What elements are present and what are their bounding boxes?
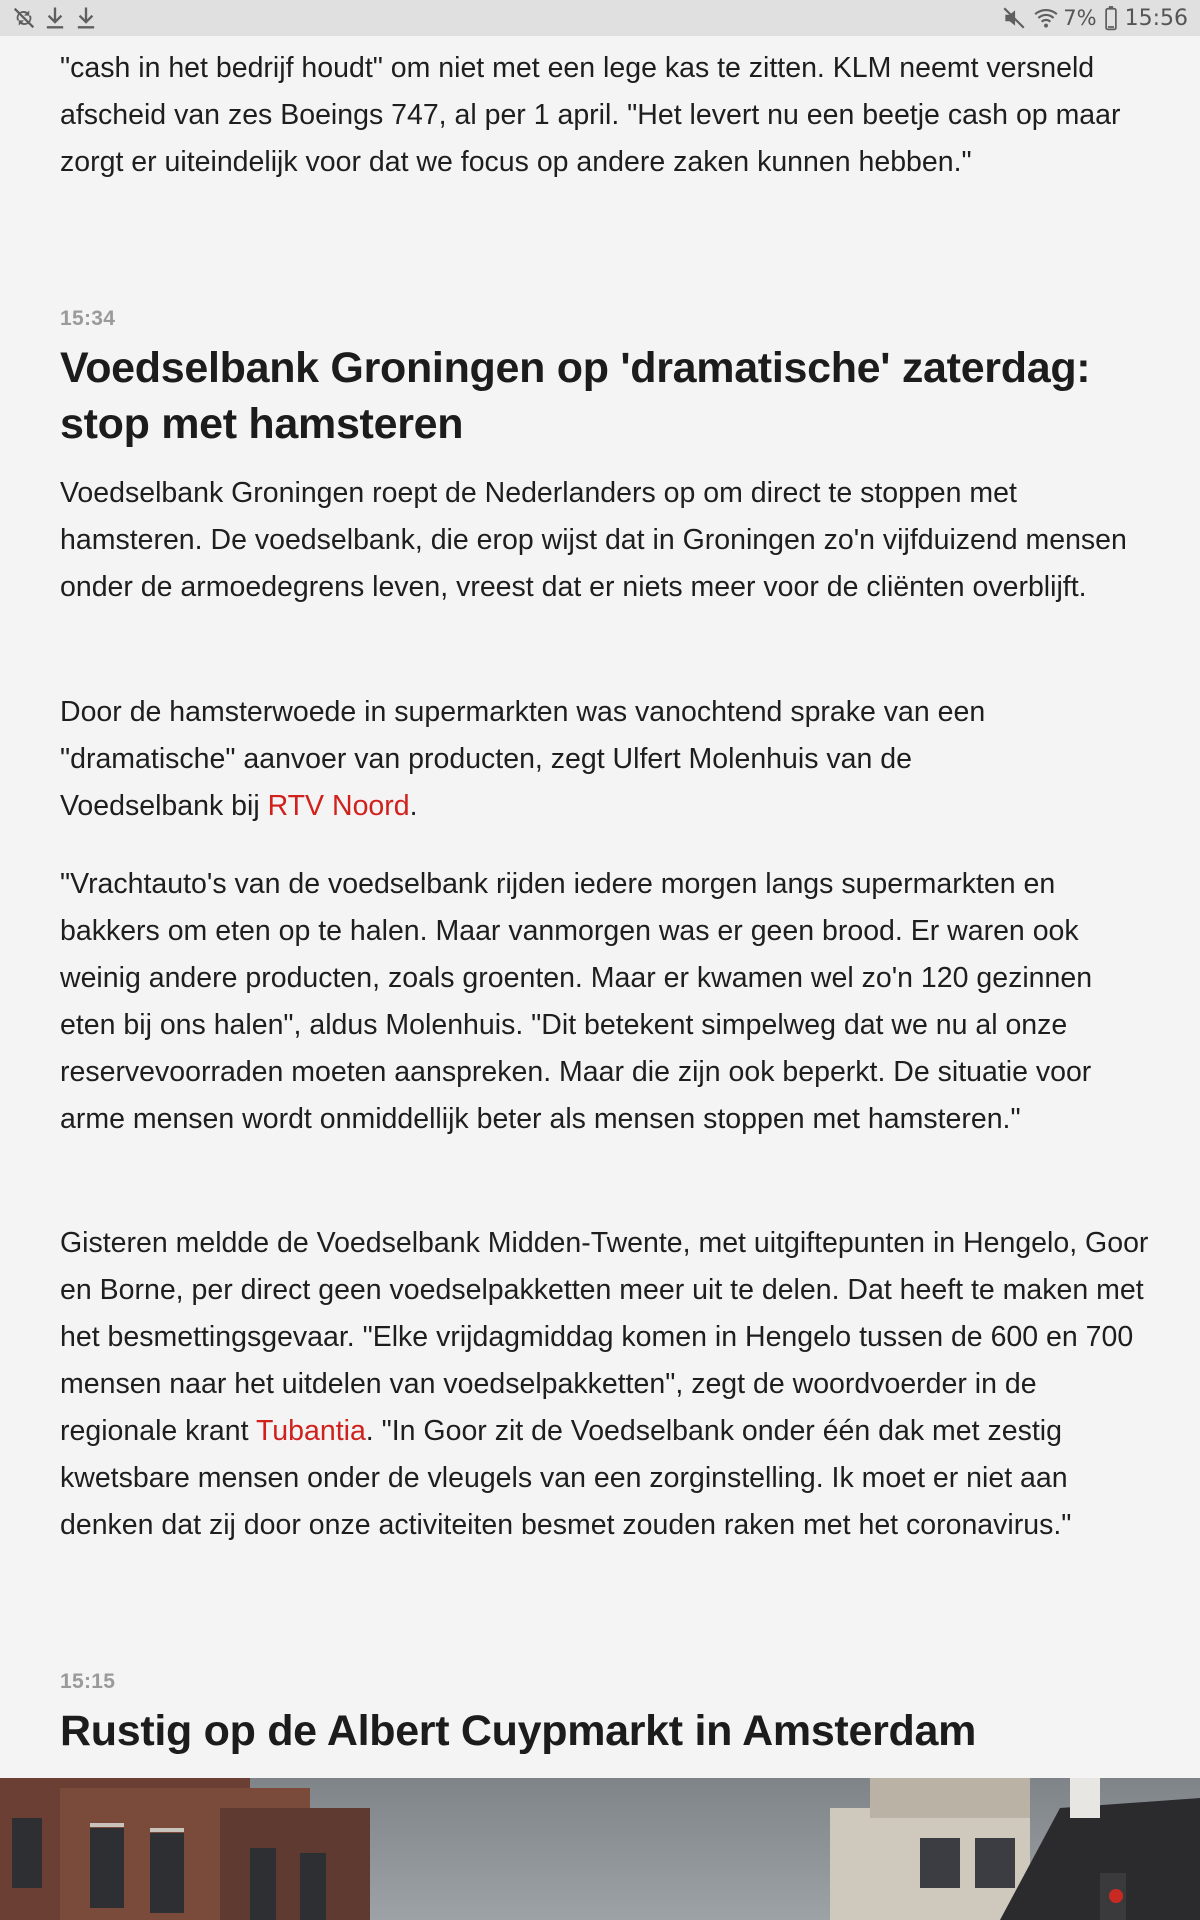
article-paragraph	[60, 1220, 1150, 1549]
street-scene-image	[0, 1778, 1200, 1920]
article-paragraph	[60, 689, 1060, 830]
post-headline: Rustig op de Albert Cuypmarkt in Amsterdam	[60, 1707, 977, 1755]
mute-icon	[1001, 5, 1027, 31]
battery-icon	[1103, 5, 1119, 31]
wifi-icon	[1033, 5, 1059, 31]
status-bar	[0, 0, 1200, 36]
paragraph-text: Gisteren meldde de Voedselbank Midden-Twente, met uitgiftepunten in Hengelo, Goor en Borne, per direct geen voedselpakketten meer uit te delen. Dat heeft te maken met het besmettingsgevaar. "Elke vrijdagmiddag komen in Hengelo tussen de 600 en 700 mensen naar het uitdelen van voedselpakketten", zegt de woordvoerder in de regionale krant	[60, 1227, 1149, 1447]
battery-percentage: 7%	[1063, 6, 1097, 30]
article-paragraph: Voedselbank Groningen roept de Nederlanders op om direct te stoppen met hamsteren. De voedselbank, die erop wijst dat in Groningen zo'n vijfduizend mensen onder de armoedegrens leven, vreest dat er niets meer voor de cliënten overblijft.	[60, 477, 1127, 603]
rtv-noord-link[interactable]: RTV Noord	[267, 790, 410, 822]
status-bar-system	[995, 5, 1188, 31]
market-photo[interactable]	[0, 1778, 1200, 1920]
post-timestamp: 15:34	[60, 307, 116, 330]
paragraph-text: .	[409, 790, 418, 822]
status-bar-notifications	[10, 4, 103, 32]
post-headline: Voedselbank Groningen op 'dramatische' zaterdag: stop met hamsteren	[60, 344, 1091, 448]
paragraph-text: . "In Goor zit de Voedselbank onder één dak met zestig kwetsbare mensen onder de vleugels van een zorginstelling. Ik moet er niet aan denken dat zij door onze activiteiten besmet zouden raken met het coronavirus."	[60, 1415, 1072, 1541]
article-paragraph: "cash in het bedrijf houdt" om niet met een lege kas te zitten. KLM neemt versneld afscheid van zes Boeings 747, al per 1 april. "Het levert nu een beetje cash op maar zorgt er uiteindelijk voor dat we focus op andere zaken kunnen hebben."	[60, 52, 1121, 178]
clock: 15:56	[1124, 5, 1188, 31]
download-icon	[41, 4, 69, 32]
article-paragraph: "Vrachtauto's van de voedselbank rijden iedere morgen langs supermarkten en bakkers om eten op te halen. Maar vanmorgen was er geen brood. Er waren ook weinig andere producten, zoals groenten. Maar er kwamen wel zo'n 120 gezinnen eten bij ons halen", aldus Molenhuis. "Dit betekent simpelweg dat we nu al onze reservevoorraden moeten aanspreken. Maar die zijn ook beperkt. De situatie voor arme mensen wordt onmiddellijk beter als mensen stoppen met hamsteren."	[60, 868, 1093, 1135]
tubantia-link[interactable]: Tubantia	[255, 1415, 366, 1447]
download-icon	[72, 4, 100, 32]
post-timestamp: 15:15	[60, 1670, 116, 1693]
paragraph-text: Door de hamsterwoede in supermarkten was vanochtend sprake van een "dramatische" aanvoer van producten, zegt Ulfert Molenhuis van de Voedselbank bij	[60, 696, 986, 822]
sync-off-icon	[10, 4, 38, 32]
